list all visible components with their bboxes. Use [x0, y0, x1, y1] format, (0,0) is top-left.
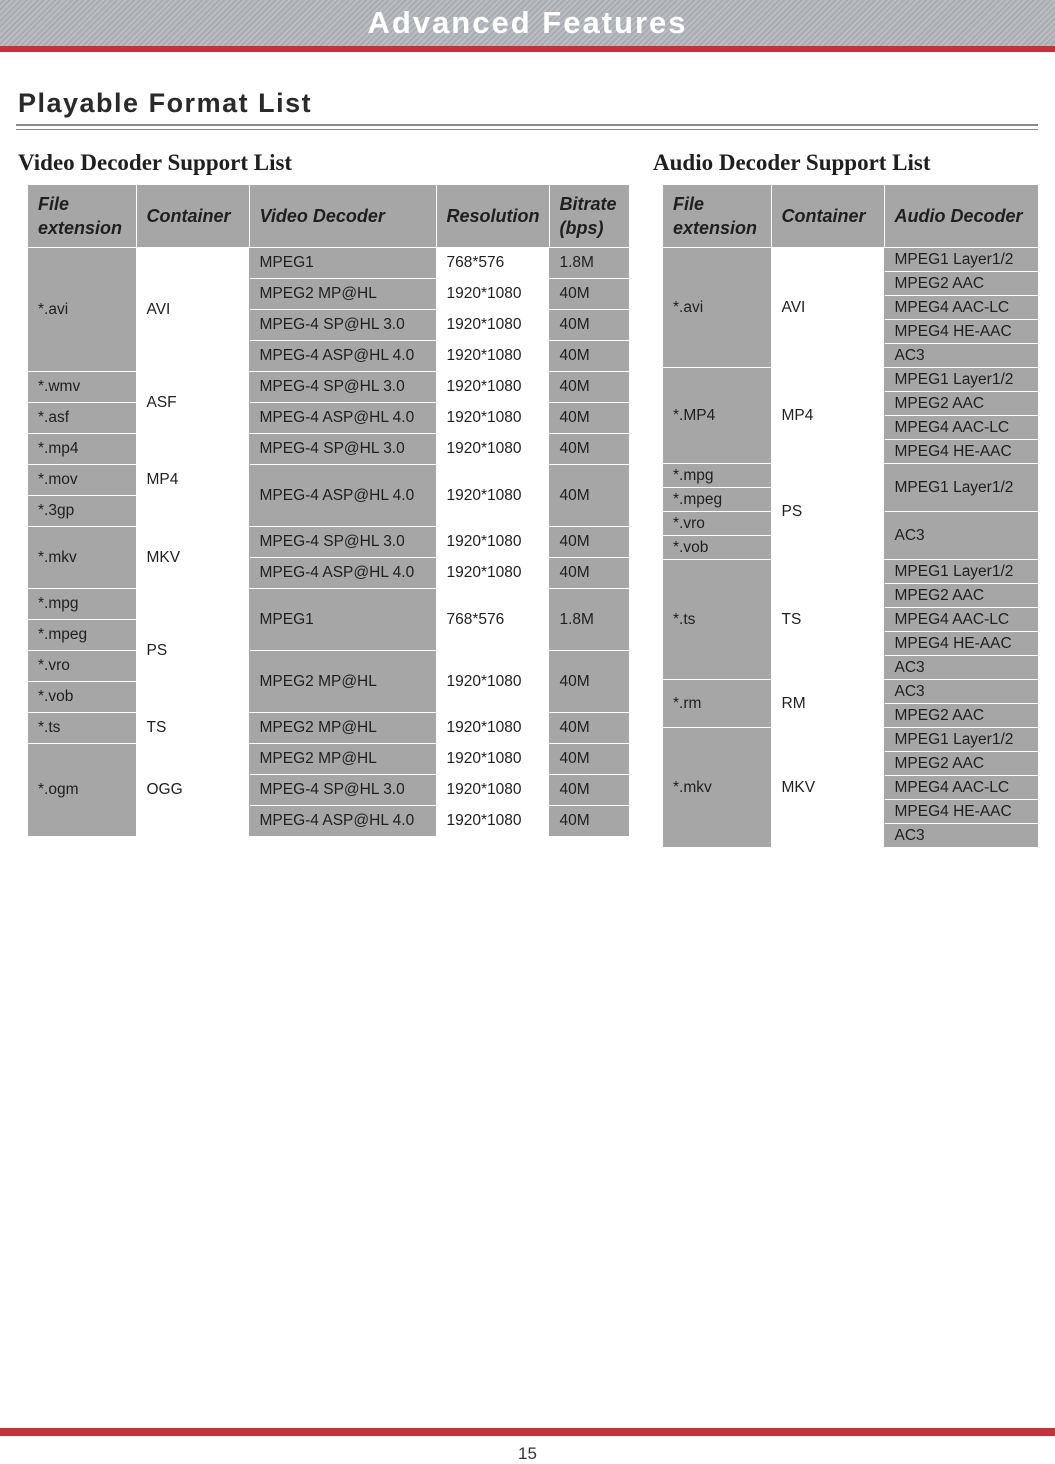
- resolution-cell: 768*576: [436, 589, 549, 651]
- page-number: 15: [518, 1444, 537, 1463]
- file-extension-cell: *.ts: [663, 560, 771, 680]
- decoder-cell: AC3: [884, 656, 1038, 680]
- file-extension-cell: *.3gp: [28, 496, 136, 527]
- decoder-cell: MPEG-4 SP@HL 3.0: [249, 434, 436, 465]
- table-row: [28, 372, 629, 403]
- decoder-cell: MPEG1 Layer1/2: [884, 464, 1038, 512]
- bitrate-cell: 40M: [549, 279, 629, 310]
- decoder-cell: MPEG4 AAC-LC: [884, 776, 1038, 800]
- bitrate-cell: 40M: [549, 403, 629, 434]
- decoder-cell: MPEG-4 ASP@HL 4.0: [249, 806, 436, 837]
- file-extension-cell: *.wmv: [28, 372, 136, 403]
- header-video-decoder: Video Decoder: [249, 185, 436, 248]
- table-row: [663, 728, 1038, 752]
- audio-section-title: Audio Decoder Support List: [653, 150, 931, 175]
- table-row: [28, 527, 629, 558]
- resolution-cell: 1920*1080: [436, 465, 549, 527]
- table-row: [28, 434, 629, 465]
- container-cell: ASF: [136, 372, 249, 434]
- decoder-cell: MPEG2 AAC: [884, 392, 1038, 416]
- decoder-cell: MPEG1 Layer1/2: [884, 728, 1038, 752]
- container-cell: TS: [136, 713, 249, 744]
- bitrate-cell: 40M: [549, 744, 629, 775]
- audio-decoder-table: [663, 185, 1039, 848]
- resolution-cell: 1920*1080: [436, 806, 549, 837]
- file-extension-cell: *.mkv: [28, 527, 136, 589]
- decoder-cell: MPEG2 AAC: [884, 704, 1038, 728]
- table-row: [663, 680, 1038, 704]
- heading-rule: [16, 124, 1038, 126]
- decoder-cell: MPEG1: [249, 248, 436, 279]
- header-bitrate: Bitrate (bps): [549, 185, 629, 248]
- resolution-cell: 1920*1080: [436, 527, 549, 558]
- header-container: Container: [771, 185, 884, 248]
- file-extension-cell: *.vro: [28, 651, 136, 682]
- decoder-cell: MPEG4 AAC-LC: [884, 296, 1038, 320]
- bitrate-cell: 40M: [549, 465, 629, 527]
- file-extension-cell: *.ts: [28, 713, 136, 744]
- file-extension-cell: *.avi: [28, 248, 136, 372]
- container-cell: RM: [771, 680, 884, 728]
- decoder-cell: MPEG-4 SP@HL 3.0: [249, 372, 436, 403]
- bitrate-cell: 1.8M: [549, 248, 629, 279]
- container-cell: PS: [771, 464, 884, 560]
- bitrate-cell: 40M: [549, 341, 629, 372]
- table-row: [663, 248, 1038, 272]
- bitrate-cell: 40M: [549, 527, 629, 558]
- resolution-cell: 1920*1080: [436, 310, 549, 341]
- resolution-cell: 1920*1080: [436, 744, 549, 775]
- container-cell: TS: [771, 560, 884, 680]
- container-cell: AVI: [771, 248, 884, 368]
- file-extension-cell: *.mp4: [28, 434, 136, 465]
- bitrate-cell: 40M: [549, 775, 629, 806]
- container-cell: OGG: [136, 744, 249, 837]
- file-extension-cell: *.mpeg: [663, 488, 771, 512]
- decoder-cell: AC3: [884, 680, 1038, 704]
- table-header-row: [28, 185, 629, 248]
- decoder-cell: MPEG4 HE-AAC: [884, 800, 1038, 824]
- decoder-cell: MPEG-4 ASP@HL 4.0: [249, 403, 436, 434]
- bitrate-cell: 40M: [549, 372, 629, 403]
- table-row: [28, 744, 629, 775]
- table-row: [663, 464, 1038, 488]
- header-audio-decoder: Audio Decoder: [884, 185, 1038, 248]
- decoder-cell: MPEG4 AAC-LC: [884, 608, 1038, 632]
- decoder-cell: MPEG1: [249, 589, 436, 651]
- video-decoder-table: [28, 185, 630, 837]
- resolution-cell: 1920*1080: [436, 372, 549, 403]
- bitrate-cell: 40M: [549, 434, 629, 465]
- decoder-cell: MPEG2 MP@HL: [249, 744, 436, 775]
- bitrate-cell: 40M: [549, 310, 629, 341]
- header-file-extension: File extension: [663, 185, 771, 248]
- container-cell: MP4: [136, 434, 249, 527]
- resolution-cell: 1920*1080: [436, 403, 549, 434]
- file-extension-cell: *.MP4: [663, 368, 771, 464]
- resolution-cell: 1920*1080: [436, 434, 549, 465]
- resolution-cell: 1920*1080: [436, 775, 549, 806]
- decoder-cell: MPEG1 Layer1/2: [884, 368, 1038, 392]
- table-row: [28, 589, 629, 620]
- table-row: [28, 403, 629, 434]
- heading-rule: [16, 129, 1038, 130]
- decoder-cell: AC3: [884, 344, 1038, 368]
- container-cell: MKV: [136, 527, 249, 589]
- container-cell: MKV: [771, 728, 884, 848]
- container-cell: PS: [136, 589, 249, 713]
- table-row: [663, 368, 1038, 392]
- decoder-cell: MPEG-4 ASP@HL 4.0: [249, 341, 436, 372]
- header-resolution: Resolution: [436, 185, 549, 248]
- file-extension-cell: *.mpeg: [28, 620, 136, 651]
- decoder-cell: MPEG2 AAC: [884, 584, 1038, 608]
- decoder-cell: AC3: [884, 512, 1038, 560]
- resolution-cell: 1920*1080: [436, 651, 549, 713]
- decoder-cell: MPEG4 AAC-LC: [884, 416, 1038, 440]
- table-row: [28, 651, 629, 682]
- decoder-cell: MPEG2 MP@HL: [249, 279, 436, 310]
- decoder-cell: MPEG2 AAC: [884, 272, 1038, 296]
- file-extension-cell: *.mpg: [663, 464, 771, 488]
- bitrate-cell: 40M: [549, 713, 629, 744]
- file-extension-cell: *.mkv: [663, 728, 771, 848]
- file-extension-cell: *.avi: [663, 248, 771, 368]
- table-header-row: [663, 185, 1038, 248]
- header-file-extension: File extension: [28, 185, 136, 248]
- decoder-cell: MPEG4 HE-AAC: [884, 320, 1038, 344]
- bottom-rule: [0, 1428, 1055, 1436]
- table-row: [28, 248, 629, 279]
- decoder-cell: AC3: [884, 824, 1038, 848]
- resolution-cell: 1920*1080: [436, 279, 549, 310]
- container-cell: AVI: [136, 248, 249, 372]
- decoder-cell: MPEG4 HE-AAC: [884, 632, 1038, 656]
- decoder-cell: MPEG-4 SP@HL 3.0: [249, 527, 436, 558]
- decoder-cell: MPEG-4 ASP@HL 4.0: [249, 558, 436, 589]
- decoder-cell: MPEG2 AAC: [884, 752, 1038, 776]
- file-extension-cell: *.vro: [663, 512, 771, 536]
- file-extension-cell: *.vob: [663, 536, 771, 560]
- page-heading: Playable Format List: [18, 88, 313, 118]
- file-extension-cell: *.vob: [28, 682, 136, 713]
- resolution-cell: 768*576: [436, 248, 549, 279]
- bitrate-cell: 40M: [549, 651, 629, 713]
- top-rule: [0, 46, 1055, 52]
- resolution-cell: 1920*1080: [436, 713, 549, 744]
- header-container: Container: [136, 185, 249, 248]
- file-extension-cell: *.rm: [663, 680, 771, 728]
- file-extension-cell: *.ogm: [28, 744, 136, 837]
- table-row: [663, 560, 1038, 584]
- banner-title: Advanced Features: [367, 5, 688, 40]
- file-extension-cell: *.mpg: [28, 589, 136, 620]
- decoder-cell: MPEG-4 SP@HL 3.0: [249, 775, 436, 806]
- table-row: [28, 465, 629, 496]
- bitrate-cell: 40M: [549, 806, 629, 837]
- video-section-title: Video Decoder Support List: [18, 150, 293, 175]
- bitrate-cell: 1.8M: [549, 589, 629, 651]
- decoder-cell: MPEG4 HE-AAC: [884, 440, 1038, 464]
- file-extension-cell: *.asf: [28, 403, 136, 434]
- decoder-cell: MPEG2 MP@HL: [249, 713, 436, 744]
- table-row: [28, 713, 629, 744]
- decoder-cell: MPEG-4 ASP@HL 4.0: [249, 465, 436, 527]
- decoder-cell: MPEG-4 SP@HL 3.0: [249, 310, 436, 341]
- file-extension-cell: *.mov: [28, 465, 136, 496]
- decoder-cell: MPEG2 MP@HL: [249, 651, 436, 713]
- resolution-cell: 1920*1080: [436, 558, 549, 589]
- top-banner: [0, 0, 1055, 46]
- resolution-cell: 1920*1080: [436, 341, 549, 372]
- decoder-cell: MPEG1 Layer1/2: [884, 560, 1038, 584]
- container-cell: MP4: [771, 368, 884, 464]
- decoder-cell: MPEG1 Layer1/2: [884, 248, 1038, 272]
- bitrate-cell: 40M: [549, 558, 629, 589]
